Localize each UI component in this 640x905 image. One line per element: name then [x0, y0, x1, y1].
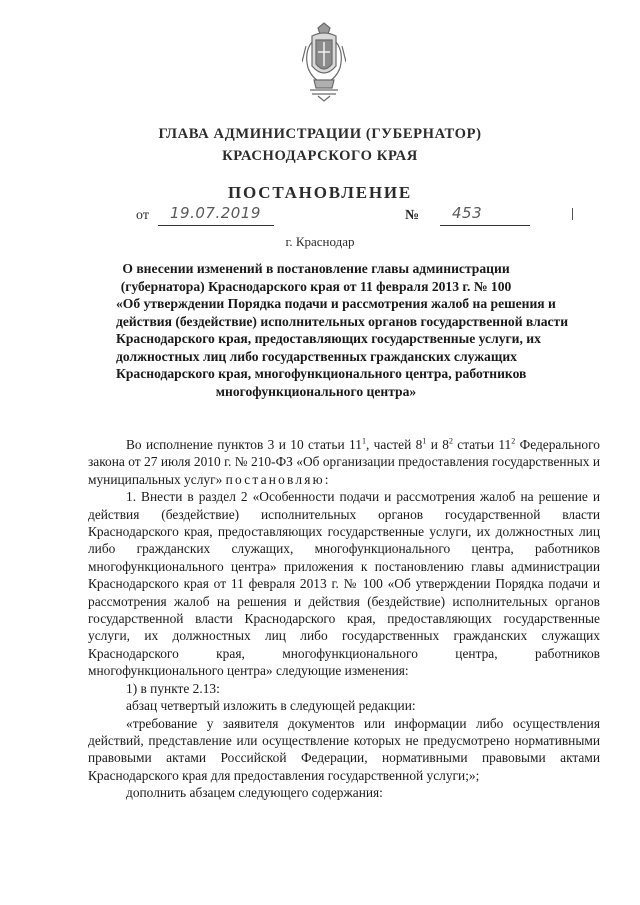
preamble-text: статьи 11 — [452, 437, 512, 452]
city-label: г. Краснодар — [285, 234, 355, 249]
title-line: «Об утверждении Порядка подачи и рассмотрения жалоб на решения и — [116, 296, 556, 311]
paragraph-subitem: 1) в пункте 2.13: — [126, 680, 220, 696]
paragraph-preamble — [88, 436, 600, 488]
superscript: 2 — [511, 436, 516, 446]
superscript: 1 — [361, 436, 366, 446]
title-line: (губернатора) Краснодарского края от 11 февраля 2013 г. № 100 — [120, 278, 512, 294]
number-underline — [440, 225, 530, 226]
document-title — [116, 260, 569, 400]
title-line: должностных лиц либо государственных гражданских служащих — [116, 348, 517, 364]
paragraph-instruction: дополнить абзацем следующего содержания: — [126, 785, 383, 801]
title-line: Краснодарского края, многофункционального центра, работников — [116, 366, 527, 381]
superscript: 2 — [448, 436, 453, 446]
date-prefix: от — [136, 208, 149, 223]
preamble-text: и 8 — [426, 437, 449, 452]
header-title-line2: КРАСНОДАРСКОГО КРАЯ — [222, 148, 418, 164]
title-line: Краснодарского края, предоставляющих государственные услуги, их — [116, 331, 541, 346]
paragraph-instruction: абзац четвертый изложить в следующей редакции: — [126, 698, 416, 714]
paragraph-quote: «требование у заявителя документов или информации либо осуществления действий, представление или осуществление которых не предусмотрено нормативными правовыми актами Российской Федерации, нормативными правовыми актами Краснодарского края для предоставления государственной услуги;»; — [88, 715, 600, 783]
title-line: многофункционального центра» — [215, 383, 417, 399]
decree-word: постановляю: — [225, 471, 331, 487]
margin-mark — [572, 208, 573, 220]
superscript: 1 — [422, 436, 427, 446]
document-type: ПОСТАНОВЛЕНИЕ — [227, 183, 413, 202]
date-value: 19.07.2019 — [170, 204, 261, 222]
number-prefix: № — [405, 208, 420, 223]
title-line: действия (бездействие) исполнительных органов государственной власти — [116, 313, 569, 329]
preamble-text: Во исполнение пунктов 3 и 10 статьи 11 — [126, 437, 362, 452]
document-body — [88, 436, 600, 802]
preamble-text: Федерального закона от 27 июля 2010 г. № 210-ФЗ «Об организации предоставления государственных и муниципальных услуг» — [88, 437, 600, 487]
header-title-line1: ГЛАВА АДМИНИСТРАЦИИ (ГУБЕРНАТОР) — [158, 126, 482, 142]
date-underline — [158, 225, 274, 226]
title-line: О внесении изменений в постановление главы администрации — [122, 261, 510, 276]
number-value: 453 — [452, 204, 483, 222]
paragraph-item-1: 1. Внести в раздел 2 «Особенности подачи и рассмотрения жалоб на решение и действия (бездействие) исполнительных органов государственной власти Краснодарского края, предоставляющих государственные услуги, их должностных лиц либо гражданских служащих, многофункционального центра, работников многофункционального центра» приложения к постановлению главы администрации Краснодарского края от 11 февраля 2013 г. № 100 «Об утверждении Порядка подачи и рассмотрения жалоб на решения и действия (бездействие) исполнительных органов государственной власти Краснодарского края, предоставляющих государственные услуги, их должностных лиц либо государственных гражданских служащих Краснодарского края, многофункционального центра, работников многофункционального центра» следующие изменения: — [88, 489, 600, 679]
preamble-text: , частей 8 — [365, 437, 423, 452]
coat-of-arms-icon — [302, 22, 346, 102]
